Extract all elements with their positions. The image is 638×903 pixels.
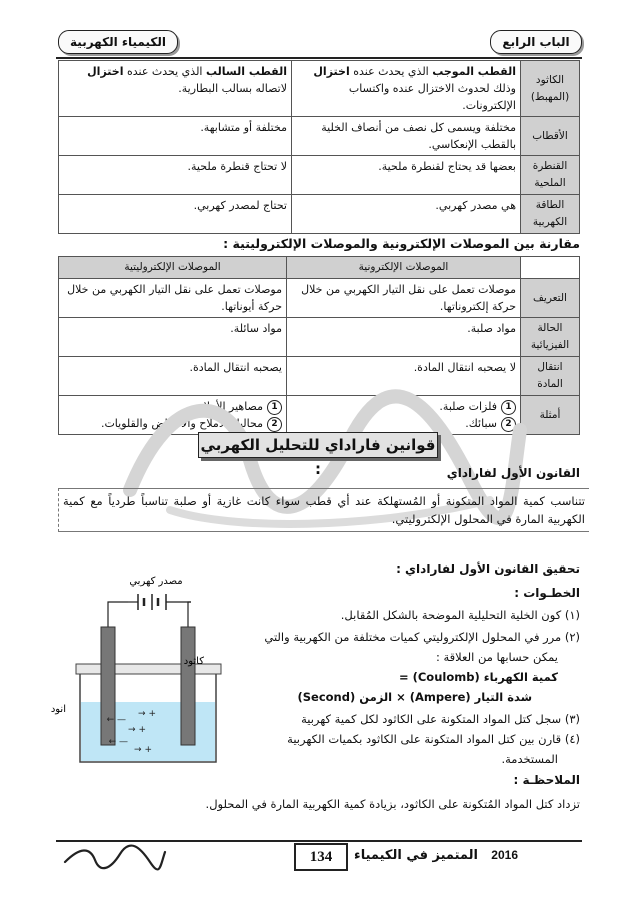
empty-corner xyxy=(521,257,580,279)
cathode-electrode xyxy=(181,627,195,745)
number-circle: 1 xyxy=(501,400,516,415)
keyword: القطب الموجب xyxy=(432,65,516,78)
comparison-heading: مقارنة بين الموصلات الإلكترونية والموصلات الإلكتروليتية : xyxy=(223,236,580,251)
cell-text: لاتصاله بسالب البطارية. xyxy=(178,82,287,95)
table-header-row xyxy=(59,257,580,279)
verification-heading: تحقيق القانون الأول لفاراداي : xyxy=(396,562,580,576)
table-cell: مختلفة أو متشابهة. xyxy=(59,117,292,156)
cell-text: فلزات صلبة. xyxy=(439,400,497,413)
table-row xyxy=(59,61,580,117)
row-label: التعريف xyxy=(521,279,580,318)
table-cell: مواد صلبة. xyxy=(287,318,521,357)
table-cell xyxy=(59,396,287,435)
note-heading: الملاحظـة : xyxy=(513,773,580,787)
table-row xyxy=(59,318,580,357)
cell-text: الذي يحدث عنده xyxy=(349,65,433,78)
equation-current-time: شدة التيار (Ampere) × الزمن (Second) xyxy=(297,690,532,704)
first-law-title: القانون الأول لفاراداي xyxy=(446,466,580,480)
cell-text: مصاهير الأملاح. xyxy=(193,400,263,413)
equation-quantity: كمية الكهرباء (Coulomb) = xyxy=(398,670,558,684)
wire-to-cathode xyxy=(188,602,191,627)
table-cell: مواد سائلة. xyxy=(59,318,287,357)
ion-marker: — ← xyxy=(108,737,128,747)
ion-marker: + → xyxy=(134,745,152,755)
table-cell: لا يصحبه انتقال المادة. xyxy=(287,357,521,396)
number-circle: 2 xyxy=(501,417,516,432)
steps-heading: الخطـوات : xyxy=(514,586,580,600)
number-circle: 1 xyxy=(267,400,282,415)
column-header: الموصلات الإلكترونية xyxy=(287,257,521,279)
subject-pill: الكيمياء الكهربية xyxy=(58,30,178,54)
keyword: اختزال xyxy=(313,65,350,78)
step-4: (٤) قارن بين كتل المواد المتكونة على الكاثود بكميات الكهربية xyxy=(287,732,580,746)
chapter-pill: الباب الرابع xyxy=(490,30,582,54)
wire-to-anode xyxy=(108,602,128,627)
anode-electrode xyxy=(101,627,115,745)
table-cell xyxy=(59,61,292,117)
row-label: أمثلة xyxy=(521,396,580,435)
table-cell xyxy=(292,61,521,117)
step-4-continued: المستخدمة. xyxy=(501,752,558,766)
table-cell: موصلات تعمل على نقل التيار الكهربي من خلال حركة أيوناتها. xyxy=(59,279,287,318)
table-cell xyxy=(287,396,521,435)
table-cell: موصلات تعمل على نقل التيار الكهربي من خلال حركة إلكتروناتها. xyxy=(287,279,521,318)
table-row xyxy=(59,117,580,156)
row-label: انتقال المادة xyxy=(521,357,580,396)
ion-marker: + → xyxy=(138,709,156,719)
step-2-continued: يمكن حسابها من العلاقة : xyxy=(435,650,558,664)
keyword: اختزال xyxy=(87,65,124,78)
first-law-statement: تتناسب كمية المواد المتكونة أو المُستهلكة عند أي قطب سواء كانت غازية أو صلبة تناسباً طردياً مع كمية الكهربية المارة في المحلول الإلكتروليتي. xyxy=(58,488,589,532)
electrolysis-cell-diagram xyxy=(50,572,246,772)
table-cell: لا تحتاج قنطرة ملحية. xyxy=(59,156,292,195)
faraday-laws-banner: قوانين فاراداي للتحليل الكهربي : xyxy=(198,432,438,458)
author-signature-logo xyxy=(60,842,170,872)
ion-marker: — ← xyxy=(106,715,126,725)
cell-text: سبائك. xyxy=(465,417,497,430)
row-label: الطاقة الكهربية xyxy=(521,195,580,234)
table-cell: بعضها قد يحتاج لقنطرة ملحية. xyxy=(292,156,521,195)
cell-comparison-table xyxy=(58,60,580,234)
footer-year: 2016 xyxy=(491,848,518,862)
table-row xyxy=(59,357,580,396)
step-3: (٣) سجل كتل المواد المتكونة على الكاثود لكل كمية كهربية xyxy=(301,712,580,726)
note-text: تزداد كتل المواد المُتكونة على الكاثود، بزيادة كمية الكهربية المارة في المحلول. xyxy=(205,797,580,811)
table-row xyxy=(59,156,580,195)
table-cell: تحتاج لمصدر كهربي. xyxy=(59,195,292,234)
anode-label: انود xyxy=(50,704,66,715)
cell-text: الذي يحدث عنده xyxy=(123,65,206,78)
row-label: الحالة الفيزيائية xyxy=(521,318,580,357)
table-row xyxy=(59,279,580,318)
page-number: 134 xyxy=(294,843,348,871)
cell-text: وذلك لحدوث الاختزال عنده واكتساب الإلكترونات. xyxy=(348,82,516,112)
conductors-table xyxy=(58,256,580,435)
header-rule xyxy=(56,57,582,59)
ion-marker: + → xyxy=(128,725,146,735)
number-circle: 2 xyxy=(267,417,282,432)
row-label: القنطرة الملحية xyxy=(521,156,580,195)
table-row xyxy=(59,195,580,234)
table-cell: مختلفة ويسمى كل نصف من أنصاف الخلية بالقطب الإنعكاسي. xyxy=(292,117,521,156)
cathode-label: كاثود xyxy=(183,656,204,667)
power-source-label: مصدر كهربي xyxy=(129,576,183,587)
step-1: (١) كون الخلية التحليلية الموضحة بالشكل المُقابل. xyxy=(340,608,580,622)
table-cell: يصحبه انتقال المادة. xyxy=(59,357,287,396)
table-cell: هي مصدر كهربي. xyxy=(292,195,521,234)
row-label: الأقطاب xyxy=(521,117,580,156)
cell-text: محاليل الأملاح والأحماض والقلويات. xyxy=(100,417,263,430)
keyword: القطب السالب xyxy=(205,65,287,78)
row-label: الكاثود (المهبط) xyxy=(521,61,580,117)
step-2: (٢) مرر في المحلول الإلكتروليتي كميات مختلفة من الكهربية والتي xyxy=(264,630,580,644)
column-header: الموصلات الإلكتروليتية xyxy=(59,257,287,279)
table-row xyxy=(59,396,580,435)
footer-brand: المتميز في الكيمياء xyxy=(354,848,478,863)
